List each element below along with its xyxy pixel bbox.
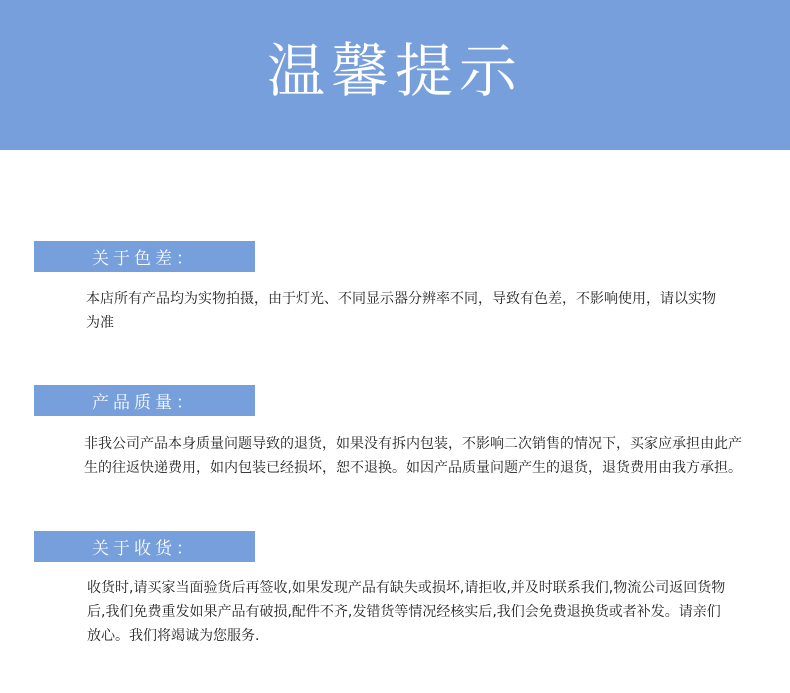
- section-heading-product-quality: 产品质量：: [34, 385, 255, 416]
- section-heading-receiving: 关于收货：: [34, 531, 255, 562]
- section-text-receiving: 收货时,请买家当面验货后再签收,如果发现产品有缺失或损坏,请拒收,并及时联系我们,物流公司返回货物后,我们免费重发如果产品有破损,配件不齐,发错货等情况经核实后,我们会免费退换货或者补发。请亲们放心。我们将竭诚为您服务.: [87, 580, 726, 644]
- section-text-color-difference: 本店所有产品均为实物拍摄，由于灯光、不同显示器分辨率不同，导致有色差，不影响使用，请以实物为准: [86, 291, 716, 331]
- section-heading-color-difference: 关于色差：: [34, 241, 255, 272]
- header-banner: [0, 0, 790, 150]
- page-title: 温馨提示: [266, 37, 523, 105]
- section-text-product-quality: 非我公司产品本身质量问题导致的退货，如果没有拆内包装，不影响二次销售的情况下，买家应承担由此产生的往返快递费用，如内包装已经损坏，恕不退换。如因产品质量问题产生的退货，退货费用由我方承担。: [84, 436, 742, 476]
